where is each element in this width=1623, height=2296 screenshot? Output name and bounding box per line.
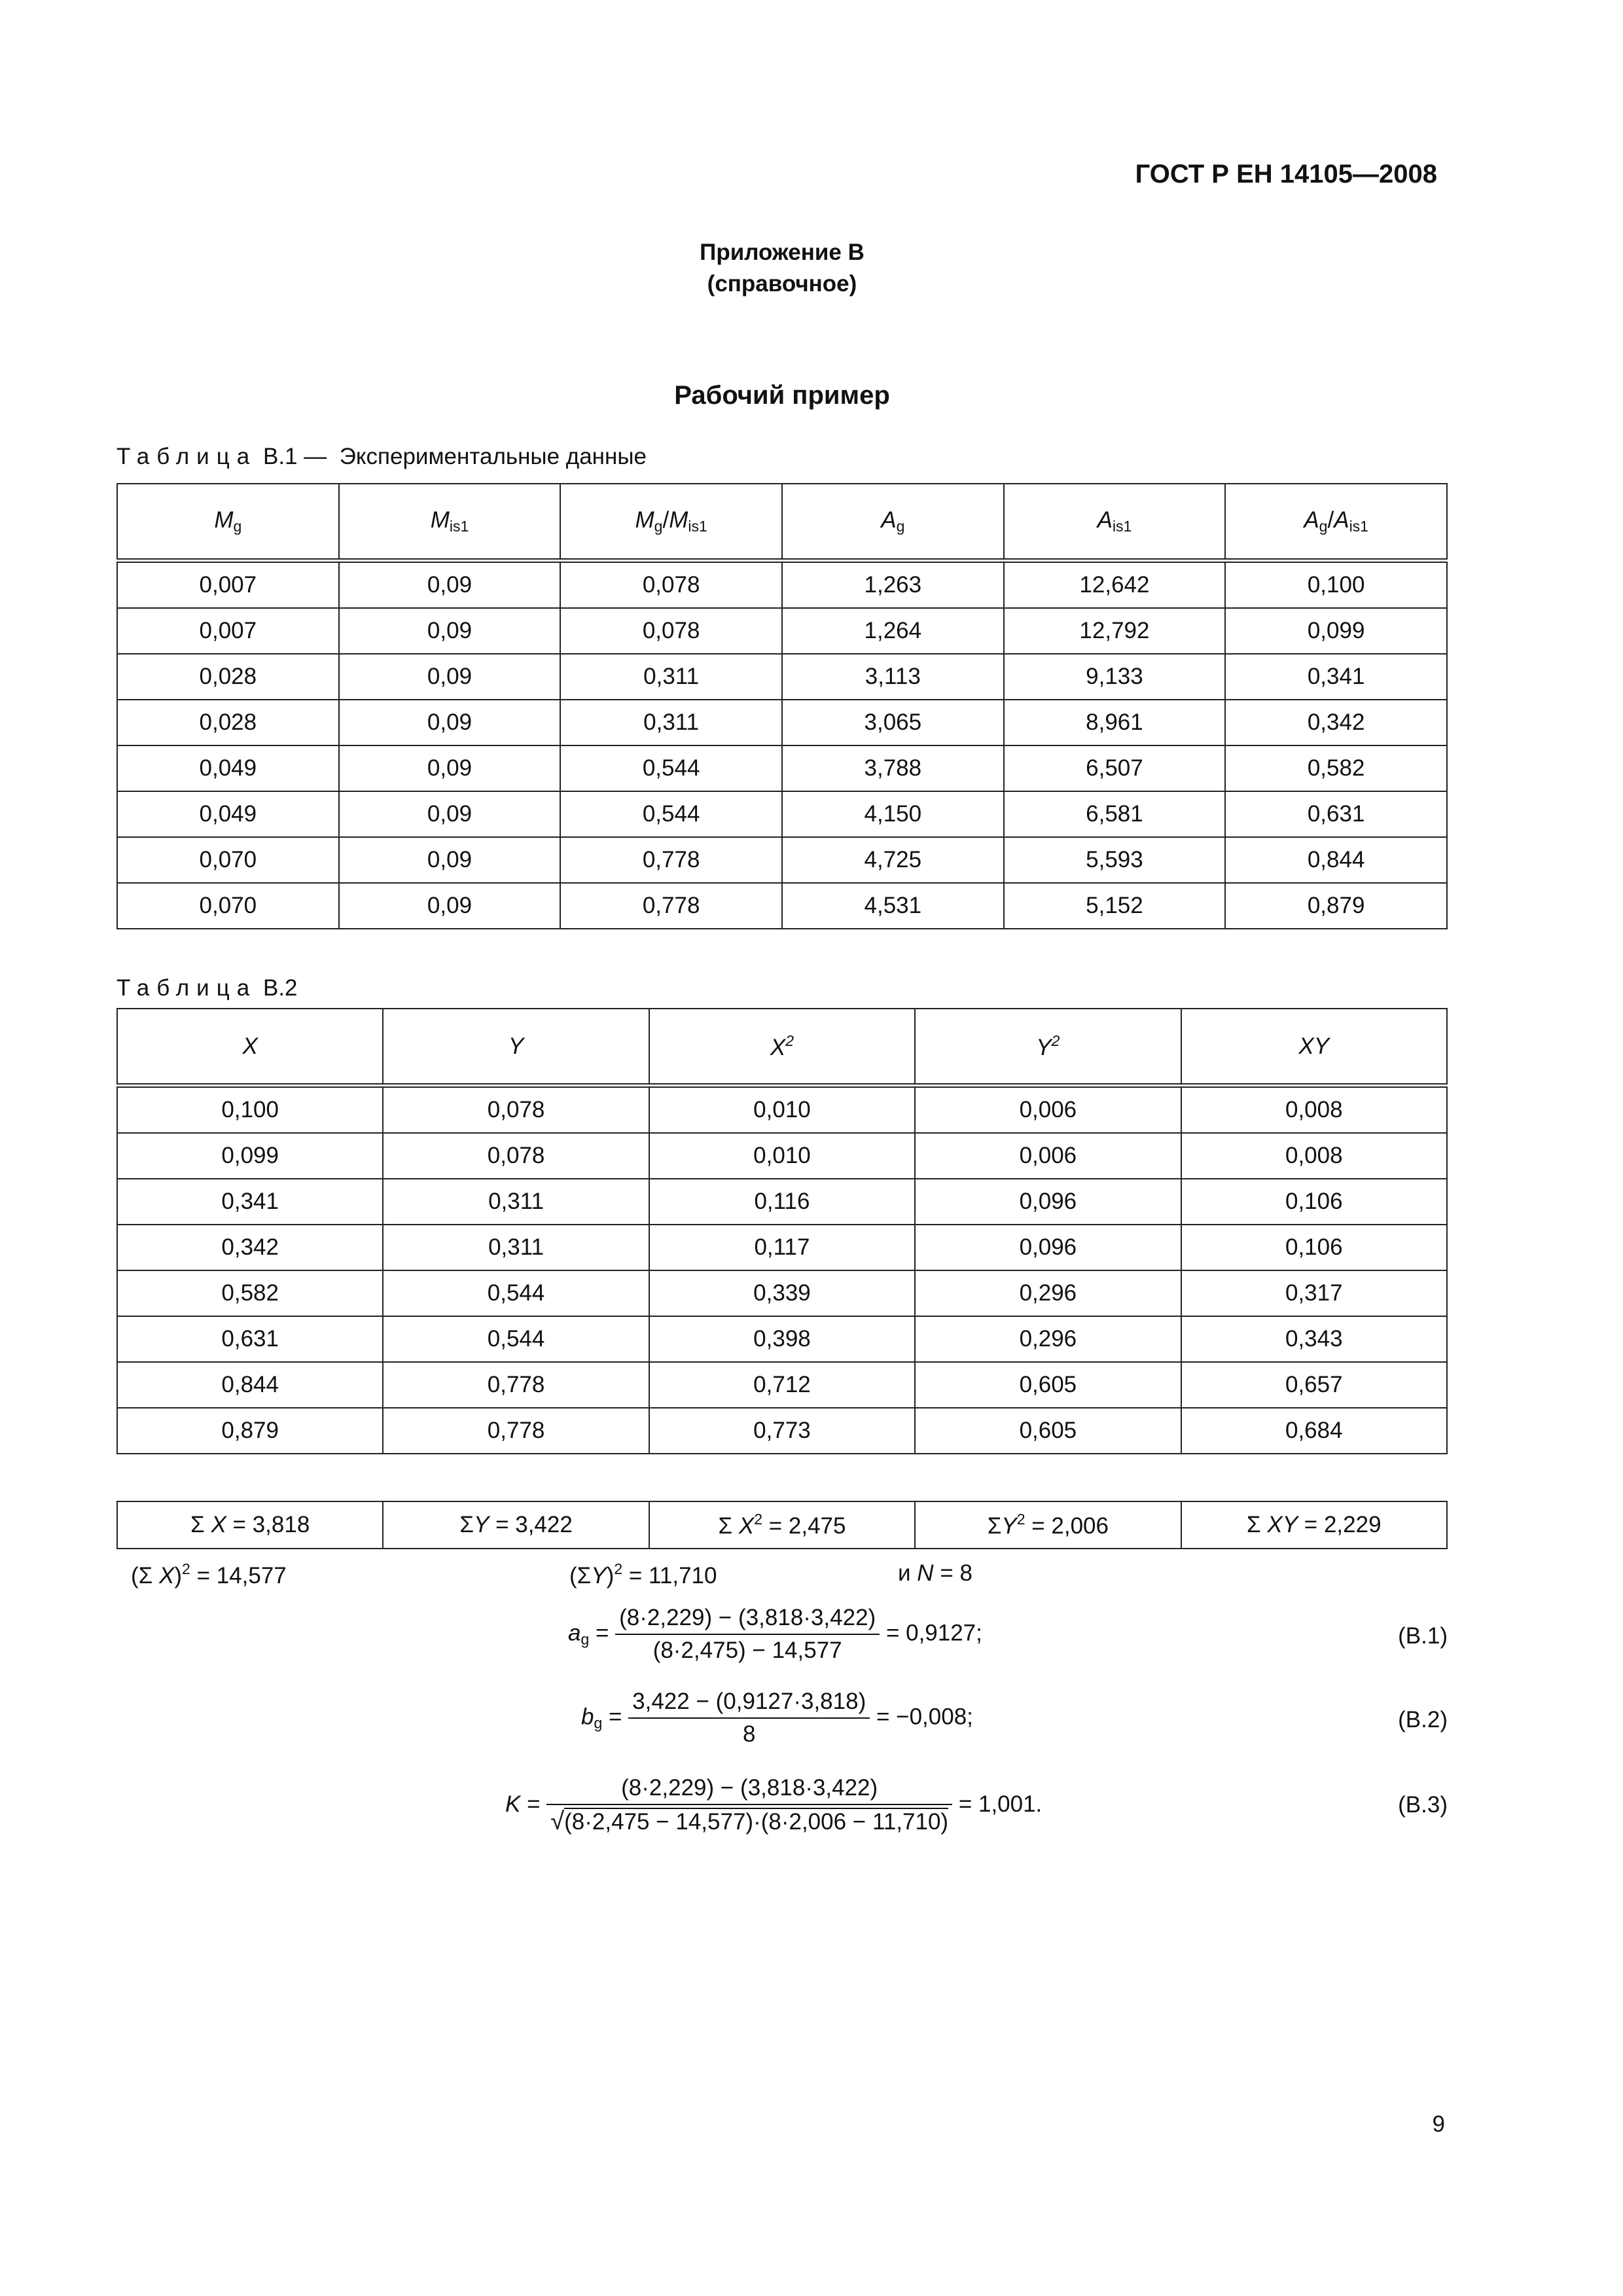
table-cell: 0,09 [339,883,561,929]
formula-b2-result: = −0,008; [876,1704,973,1730]
table-cell: 3,113 [782,654,1004,700]
table-cell: 0,605 [915,1362,1181,1408]
table-cell: 0,311 [383,1225,649,1270]
table-cell: 0,342 [1225,700,1447,745]
sum-cell: ΣY = 3,422 [383,1501,649,1549]
table-cell: 9,133 [1004,654,1226,700]
table-cell: 5,152 [1004,883,1226,929]
table-cell: 0,844 [117,1362,383,1408]
table-cell: 4,725 [782,837,1004,883]
table2-header-row [117,1009,1447,1086]
table-cell: 0,09 [339,561,561,609]
table-cell: 0,09 [339,700,561,745]
table-cell: 0,049 [117,791,339,837]
table-row [117,654,1447,700]
table-cell: 0,096 [915,1225,1181,1270]
table-cell: 0,09 [339,791,561,837]
table-cell: 0,317 [1181,1270,1447,1316]
table-row [117,1133,1447,1179]
formula-b3-number: (В.3) [1398,1792,1448,1818]
table-cell: 0,099 [117,1133,383,1179]
table-cell: 0,007 [117,608,339,654]
square-root-icon: √ [550,1808,565,1835]
table-cell: 0,605 [915,1408,1181,1454]
table-cell: 0,010 [649,1086,915,1134]
table-cell: 0,116 [649,1179,915,1225]
table-row [117,745,1447,791]
table2-header-cell: XY [1181,1009,1447,1086]
table-cell: 3,065 [782,700,1004,745]
table-cell: 0,100 [117,1086,383,1134]
table-cell: 12,642 [1004,561,1226,609]
table-cell: 0,007 [117,561,339,609]
table-cell: 0,078 [383,1086,649,1134]
table-cell: 0,343 [1181,1316,1447,1362]
table-cell: 0,778 [383,1362,649,1408]
sum-cell: Σ X = 3,818 [117,1501,383,1549]
table-cell: 6,507 [1004,745,1226,791]
table-cell: 0,006 [915,1086,1181,1134]
table-cell: 6,581 [1004,791,1226,837]
sum-cell: $\Sigma Y^2 = 2,006$ [915,1501,1181,1549]
table-cell: 0,342 [117,1225,383,1270]
annex-status: (справочное) [707,271,857,296]
table-cell: 4,150 [782,791,1004,837]
table-row [117,791,1447,837]
formula-b3: K = $\frac{(8\cdot 2,229) - (3,818\cdot 3,422)}{√(8\cdot 2,475 - 14,577)\cdot(8\cdot 2,006 - 11,710)}$ = 1,001. [505,1775,1043,1835]
table-cell: 3,788 [782,745,1004,791]
table1-header-cell: $M_g$ [117,484,339,561]
table1-caption-number: В.1 — [262,444,327,469]
table-cell: 0,684 [1181,1408,1447,1454]
table-cell: 12,792 [1004,608,1226,654]
table1-header-cell: $A_g$ [782,484,1004,561]
table-cell: 0,078 [560,608,782,654]
document-code: ГОСТ Р ЕН 14105—2008 [1135,160,1437,188]
table-cell: 0,09 [339,745,561,791]
table-cell: 5,593 [1004,837,1226,883]
table-cell: 0,078 [560,561,782,609]
table-row [117,1086,1447,1134]
sums-table [116,1501,1448,1549]
table-cell: 0,879 [117,1408,383,1454]
table-cell: 0,100 [1225,561,1447,609]
table-cell: 0,544 [383,1316,649,1362]
table-cell: 0,008 [1181,1086,1447,1134]
table-cell: 0,028 [117,700,339,745]
table-cell: 0,09 [339,608,561,654]
formula-b2-numerator: 3,422 − (0,9127·3,818) [628,1689,870,1719]
table-cell: 4,531 [782,883,1004,929]
annex-heading [0,237,1564,300]
table-cell: 0,544 [560,745,782,791]
table-cell: 0,544 [383,1270,649,1316]
table2-caption-number: В.2 [262,975,298,1001]
table-cell: 0,712 [649,1362,915,1408]
sum-y-squared: $(\Sigma Y)^2 = 11,710$ [569,1560,717,1588]
table-cell: 0,339 [649,1270,915,1316]
table-cell: 0,006 [915,1133,1181,1179]
table-cell: 0,049 [117,745,339,791]
table-cell: 0,631 [117,1316,383,1362]
table-cell: 0,296 [915,1270,1181,1316]
table1-experimental-data [116,483,1448,929]
table-cell: 0,09 [339,837,561,883]
sum-cell: Σ XY = 2,229 [1181,1501,1447,1549]
table1-header-cell: $M_{is1}$ [339,484,561,561]
formula-b1-denominator: (8·2,475) − 14,577 [652,1638,842,1663]
table-cell: 0,070 [117,837,339,883]
formula-b1: $a_g$ = $\frac{(8\cdot 2,229) - (3,818\cdot 3,422)}{(8\cdot 2,475) - 14,577}$ = 0,9127; [568,1605,982,1663]
table-cell: 0,099 [1225,608,1447,654]
table2-header-cell: $Y^2$ [915,1009,1181,1086]
table-row [117,1362,1447,1408]
table-cell: 0,778 [560,837,782,883]
table-cell: 0,341 [1225,654,1447,700]
table-row [117,1225,1447,1270]
table2-caption-label: Таблица [116,975,257,1001]
formula-b2-denominator: 8 [742,1721,756,1747]
table-row [117,561,1447,609]
table-cell: 0,311 [560,654,782,700]
table1-caption-label: Таблица [116,444,257,469]
table2-header-cell: $X^2$ [649,1009,915,1086]
table-cell: 0,078 [383,1133,649,1179]
annex-title: Приложение В [700,240,865,265]
formula-b3-numerator: (8·2,229) − (3,818·3,422) [546,1775,952,1805]
sum-x-squared: (Σ X)$^2$ = 14,577 [131,1560,287,1588]
table1-header-row [117,484,1447,561]
table-cell: 1,263 [782,561,1004,609]
table1-caption-text: Экспериментальные данные [339,444,647,469]
table1-header-cell: $A_g/A_{is1}$ [1225,484,1447,561]
formula-b1-result: = 0,9127; [885,1620,982,1646]
table-row [117,700,1447,745]
table-cell: 0,008 [1181,1133,1447,1179]
table-cell: 0,010 [649,1133,915,1179]
sum-cell: Σ $X^2 = 2,475$ [649,1501,915,1549]
table-cell: 0,341 [117,1179,383,1225]
table-cell: 0,398 [649,1316,915,1362]
table-cell: 0,631 [1225,791,1447,837]
table-cell: 0,311 [383,1179,649,1225]
formula-b2: $b_g$ = $\frac{3,422 - (0,9127\cdot 3,818)}{8}$ = −0,008; [581,1689,973,1747]
table-row [117,1408,1447,1454]
table-cell: 0,657 [1181,1362,1447,1408]
n-value: и N = 8 [898,1560,972,1586]
table-cell: 1,264 [782,608,1004,654]
formula-b3-denominator: √(8·2,475 − 14,577)·(8·2,006 − 11,710) [550,1808,949,1835]
table-cell: 0,778 [383,1408,649,1454]
page-number: 9 [1432,2111,1445,2137]
table1-header-cell: $A_{is1}$ [1004,484,1226,561]
table-cell: 0,773 [649,1408,915,1454]
table-cell: 8,961 [1004,700,1226,745]
table2-regression-data [116,1008,1448,1454]
formula-b2-number: (В.2) [1398,1707,1448,1732]
table1-header-cell: $M_g/M_{is1}$ [560,484,782,561]
table-row [117,1179,1447,1225]
sums-row [117,1501,1447,1549]
formula-b1-numerator: (8·2,229) − (3,818·3,422) [615,1605,880,1635]
table-cell: 0,106 [1181,1179,1447,1225]
formula-b1-number: (В.1) [1398,1623,1448,1649]
table-row [117,883,1447,929]
table-cell: 0,070 [117,883,339,929]
table-row [117,608,1447,654]
table-cell: 0,311 [560,700,782,745]
table-cell: 0,778 [560,883,782,929]
table-cell: 0,09 [339,654,561,700]
table-cell: 0,028 [117,654,339,700]
table-cell: 0,582 [117,1270,383,1316]
table-cell: 0,117 [649,1225,915,1270]
table-cell: 0,096 [915,1179,1181,1225]
table-cell: 0,879 [1225,883,1447,929]
section-title: Рабочий пример [674,381,890,410]
table-row [117,1270,1447,1316]
table1-caption [116,444,647,470]
table2-caption [116,975,298,1001]
table-cell: 0,544 [560,791,782,837]
table2-header-cell: X [117,1009,383,1086]
table-cell: 0,582 [1225,745,1447,791]
table-row [117,837,1447,883]
table2-header-cell: Y [383,1009,649,1086]
formula-b3-result: = 1,001. [958,1791,1043,1817]
table-cell: 0,844 [1225,837,1447,883]
table-cell: 0,296 [915,1316,1181,1362]
table-row [117,1316,1447,1362]
table-cell: 0,106 [1181,1225,1447,1270]
